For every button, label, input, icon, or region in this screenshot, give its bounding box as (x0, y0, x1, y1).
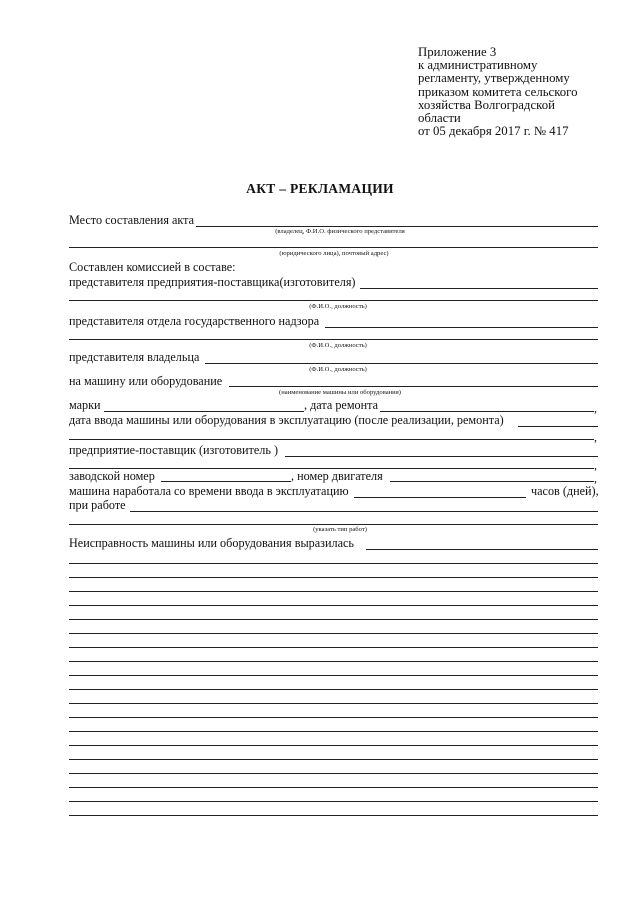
blank-line[interactable] (69, 773, 598, 774)
gov-rep-field-line-2[interactable] (69, 339, 598, 340)
blank-line[interactable] (69, 787, 598, 788)
worked-field-line[interactable] (354, 497, 526, 498)
appendix-block (418, 46, 618, 138)
blank-line[interactable] (69, 759, 598, 760)
place-label: Место составления акта (69, 213, 195, 227)
blank-line[interactable] (69, 619, 598, 620)
blank-line[interactable] (69, 815, 598, 816)
address-field-line[interactable] (69, 247, 598, 248)
serial-field-line[interactable] (161, 481, 291, 482)
machine-caption: (наименование машины или оборудования) (279, 389, 401, 396)
brand-field-line[interactable] (104, 411, 304, 412)
appendix-line: приказом комитета сельского (418, 84, 578, 99)
serial-label: заводской номер (69, 469, 155, 483)
work-caption: (указать тип работ) (313, 526, 367, 533)
brand-label: марки (69, 398, 101, 412)
supplier-label: предприятие-поставщик (изготовитель ) (69, 443, 279, 457)
supplier-rep-label: представителя предприятия-поставщика(изготовителя) (69, 275, 356, 289)
supplier-rep-field-line-2[interactable] (69, 300, 598, 301)
engine-field-line[interactable] (390, 481, 594, 482)
fault-field-line[interactable] (366, 549, 598, 550)
blank-line[interactable] (69, 745, 598, 746)
place-field-line[interactable] (196, 226, 598, 227)
blank-line[interactable] (69, 633, 598, 634)
blank-line[interactable] (69, 661, 598, 662)
machine-field-line[interactable] (229, 386, 598, 387)
gov-rep-label: представителя отдела государственного надзора (69, 314, 320, 328)
work-field-line[interactable] (130, 511, 598, 512)
blank-line[interactable] (69, 689, 598, 690)
engine-label: , номер двигателя (291, 469, 383, 483)
comma: , (594, 401, 597, 415)
blank-line[interactable] (69, 577, 598, 578)
commission-label: Составлен комиссией в составе: (69, 260, 236, 274)
blank-line[interactable] (69, 717, 598, 718)
appendix-line: к административному (418, 58, 538, 73)
supplier-rep-field-line[interactable] (360, 288, 598, 289)
worked-label: машина наработала со времени ввода в эксплуатацию (69, 484, 349, 498)
commissioning-field-line-2[interactable] (69, 439, 594, 440)
document-title: АКТ – РЕКЛАМАЦИИ (246, 181, 394, 196)
fio-caption: (Ф.И.О., должность) (309, 366, 367, 373)
gov-rep-field-line[interactable] (325, 327, 598, 328)
commissioning-field-line[interactable] (518, 426, 598, 427)
comma: , (594, 430, 597, 444)
owner-rep-field-line[interactable] (205, 363, 598, 364)
blank-line[interactable] (69, 647, 598, 648)
comma: , (594, 458, 597, 472)
blank-line[interactable] (69, 605, 598, 606)
fault-label: Неисправность машины или оборудования выразилась (69, 536, 354, 550)
blank-line[interactable] (69, 675, 598, 676)
appendix-line: регламенту, утвержденному (418, 71, 570, 86)
blank-line[interactable] (69, 563, 598, 564)
repair-date-field-line[interactable] (380, 411, 594, 412)
blank-line[interactable] (69, 731, 598, 732)
appendix-line: от 05 декабря 2017 г. № 417 (418, 124, 569, 139)
blank-line[interactable] (69, 703, 598, 704)
appendix-line: хозяйства Волгоградской (418, 97, 555, 112)
owner-caption: (владелец, Ф.И.О. физического представителя (275, 228, 405, 235)
comma: , (594, 471, 597, 485)
commissioning-label: дата ввода машины или оборудования в эксплуатацию (после реализации, ремонта) (69, 413, 504, 427)
blank-line[interactable] (69, 801, 598, 802)
work-field-line-2[interactable] (69, 524, 598, 525)
machine-label: на машину или оборудование (69, 374, 223, 388)
repair-date-label: , дата ремонта (304, 398, 379, 412)
fio-caption: (Ф.И.О., должность) (309, 303, 367, 310)
supplier-field-line[interactable] (285, 456, 598, 457)
blank-line[interactable] (69, 591, 598, 592)
fio-caption: (Ф.И.О., должность) (309, 342, 367, 349)
appendix-line: Приложение 3 (418, 45, 497, 59)
hours-label: часов (дней), (531, 484, 599, 498)
appendix-line: области (418, 111, 461, 126)
owner-rep-label: представителя владельца (69, 350, 200, 364)
at-work-label: при работе (69, 498, 126, 512)
legal-caption: (юридического лица), почтовый адрес) (279, 250, 389, 257)
